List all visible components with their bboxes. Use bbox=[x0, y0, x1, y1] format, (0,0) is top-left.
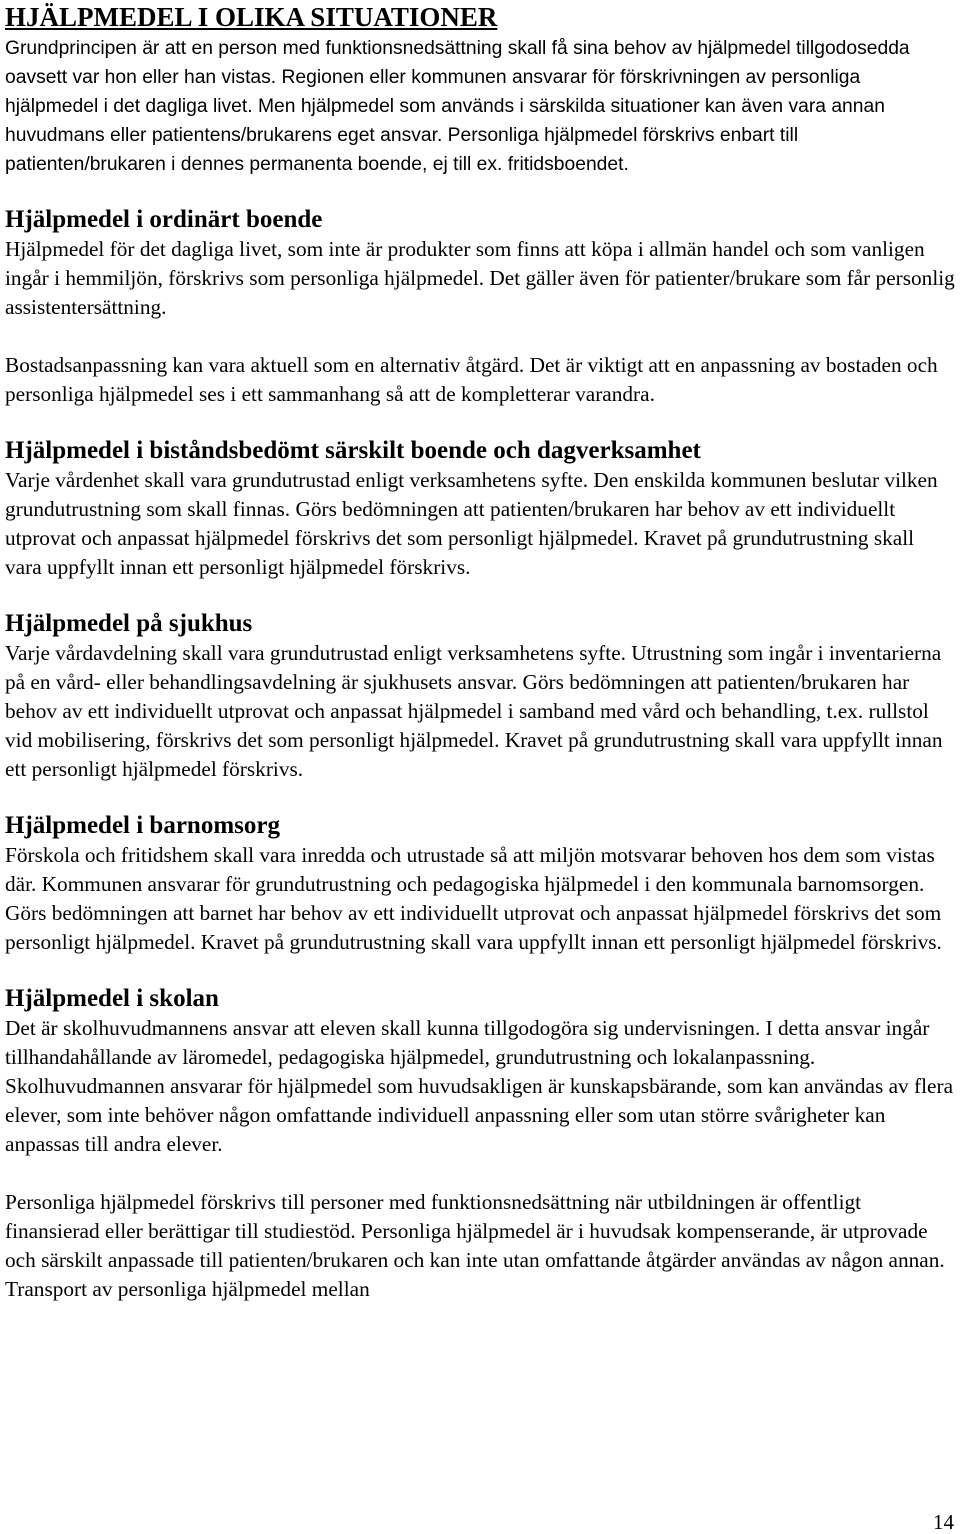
section-paragraph: Hjälpmedel för det dagliga livet, som inte är produkter som finns att köpa i allmän handel och som vanligen ingår i hemmiljön, förskrivs som personliga hjälpmedel. Det gäller även för patienter/brukare som får personlig assistentersättning. bbox=[5, 237, 955, 319]
spacer bbox=[5, 409, 955, 436]
document-title: HJÄLPMEDEL I OLIKA SITUATIONER bbox=[5, 2, 498, 32]
spacer bbox=[5, 957, 955, 984]
section-heading: Hjälpmedel i barnomsorg bbox=[5, 812, 280, 839]
spacer bbox=[5, 582, 955, 609]
section-paragraph: Det är skolhuvudmannens ansvar att eleven skall kunna tillgodogöra sig undervisningen. I detta ansvar ingår tillhandahållande av läromedel, pedagogiska hjälpmedel, grundutrustning och lokalanpassning. Skolhuvudmannen ansvarar för hjälpmedel som huvudsakligen är kunskapsbärande, som kan användas av flera elever, som inte behöver någon omfattande individuell anpassning eller som utan större svårigheter kan anpassas till andra elever. bbox=[5, 1016, 954, 1156]
intro-paragraph: Grundprincipen är att en person med funktionsnedsättning skall få sina behov av hjälpmedel tillgodosedda oavsett var hon eller han vistas. Regionen eller kommunen ansvarar för förskrivningen av personliga hjälpmedel i det dagliga livet. Men hjälpmedel som används i särskilda situationer kan även vara annan huvudmans eller patientens/brukarens eget ansvar. Personliga hjälpmedel förskrivs enbart till patienten/brukaren i dennes permanenta boende, ej till ex. fritidsboendet. bbox=[5, 38, 910, 175]
page-number: 14 bbox=[933, 1510, 954, 1534]
section-paragraph: Förskola och fritidshem skall vara inredda och utrustade så att miljön motsvarar behoven hos dem som vistas där. Kommunen ansvarar för grundutrustning och pedagogiska hjälpmedel i den kommunala barnomsorgen. Görs bedömningen att barnet har behov av ett individuellt utprovat och anpassat hjälpmedel förskrivs det som personligt hjälpmedel. Kravet på grundutrustning skall vara uppfyllt innan ett personligt hjälpmedel förskrivs. bbox=[5, 843, 942, 954]
spacer bbox=[5, 1159, 955, 1188]
spacer bbox=[5, 322, 955, 351]
section-heading: Hjälpmedel i ordinärt boende bbox=[5, 206, 323, 233]
section-paragraph: Bostadsanpassning kan vara aktuell som en alternativ åtgärd. Det är viktigt att en anpassning av bostaden och personliga hjälpmedel ses i ett sammanhang så att de kompletterar varandra. bbox=[5, 353, 938, 406]
section-sarskilt-boende bbox=[5, 436, 955, 582]
section-paragraph: Personliga hjälpmedel förskrivs till personer med funktionsnedsättning när utbildningen är offentligt finansierad eller berättigar till studiestöd. Personliga hjälpmedel är i huvudsak kompenserande, är utprovade och särskilt anpassade till patienten/brukaren och kan inte utan omfattande åtgärder användas av någon annan. Transport av personliga hjälpmedel mellan bbox=[5, 1190, 945, 1301]
section-heading: Hjälpmedel i skolan bbox=[5, 985, 219, 1012]
section-sjukhus bbox=[5, 609, 955, 784]
section-heading: Hjälpmedel på sjukhus bbox=[5, 610, 253, 637]
spacer bbox=[5, 784, 955, 811]
section-paragraph: Varje vårdavdelning skall vara grundutrustad enligt verksamhetens syfte. Utrustning som ingår i inventarierna på en vård- eller behandlingsavdelning är sjukhusets ansvar. Görs bedömningen att patienten/brukaren har behov av ett individuellt utprovat och anpassat hjälpmedel i samband med vård och behandling, t.ex. rullstol vid mobilisering, förskrivs det som personligt hjälpmedel. Kravet på grundutrustning skall vara uppfyllt innan ett personligt hjälpmedel förskrivs. bbox=[5, 641, 943, 781]
section-skolan bbox=[5, 984, 955, 1304]
spacer bbox=[5, 179, 955, 205]
document-page bbox=[5, 0, 955, 1304]
section-paragraph: Varje vårdenhet skall vara grundutrustad enligt verksamhetens syfte. Den enskilda kommunen beslutar vilken grundutrustning som skall finnas. Görs bedömningen att patienten/brukaren har behov av ett individuellt utprovat och anpassat hjälpmedel förskrivs det som personligt hjälpmedel. Kravet på grundutrustning skall vara uppfyllt innan ett personligt hjälpmedel förskrivs. bbox=[5, 468, 938, 579]
section-barnomsorg bbox=[5, 811, 955, 957]
section-heading: Hjälpmedel i biståndsbedömt särskilt boende och dagverksamhet bbox=[5, 437, 701, 464]
section-ordinart-boende bbox=[5, 205, 955, 409]
